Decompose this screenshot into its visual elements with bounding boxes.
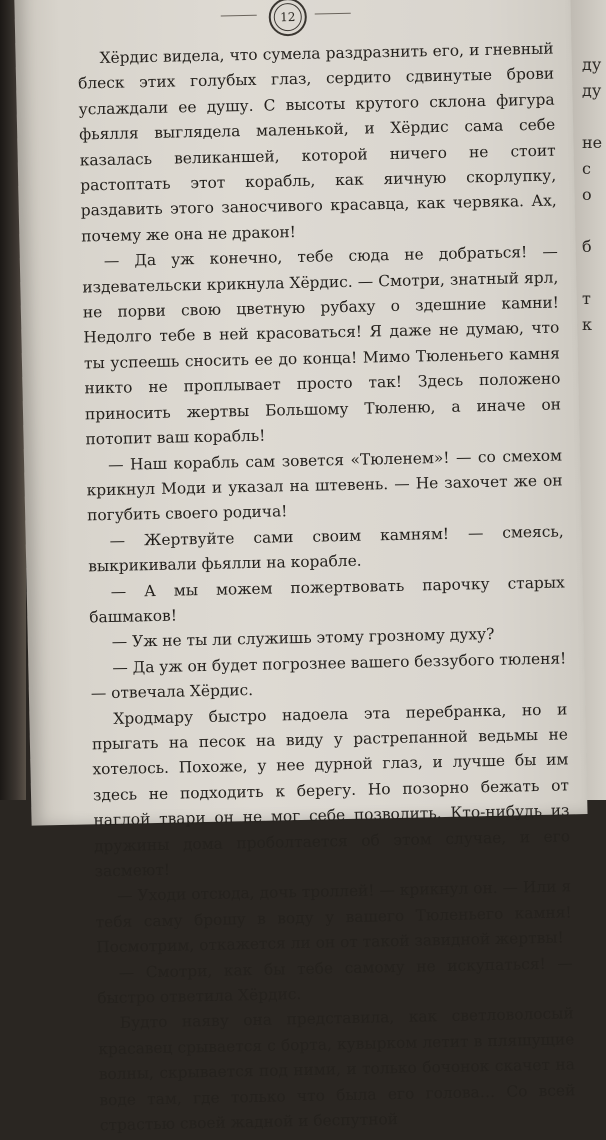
next-page-fragment-line bbox=[582, 208, 606, 234]
paragraph: Будто наяву она представила, как светловолосый красавец срывается с борта, кувырком летит в пляшущие волны, скрывается под ними, и только бочонок скачет на воде там, где только что была его голова… Со всей страстью своей жадной и беспутной bbox=[98, 1004, 576, 1135]
next-page-fragment-line: о bbox=[582, 185, 592, 204]
next-page-fragment-line: б bbox=[582, 237, 592, 256]
page-body-text bbox=[77, 37, 576, 1139]
paragraph: Хродмару быстро надоела эта перебранка, но и прыгать на песок на виду у растрепанной ведьмы не хотелось. Похоже, у нее дурной глаз, и лучше бы им здесь не подходить к берегу. Но позорно бежать от наглой твари он не мог себе позволить. Кто-нибудь из дружины дома проболтается об этом случае, и его засмеют! bbox=[91, 699, 571, 881]
paragraph: Хёрдис видела, что сумела раздразнить его, и гневный блеск этих голубых глаз, сердито сдвинутые брови услаждали ее душу. С высоты крутого склона фигура фьялля выглядела маленькой, и Хёрдис сама себе казалась великаншей, которой ничего не стоит растоптать этот корабль, как яичную скорлупку, раздавить этого заносчивого красавца, как червяка. Ах, почему же она не дракон! bbox=[77, 39, 557, 246]
next-page-fragment-line: ду bbox=[582, 81, 602, 100]
next-page-fragment-line: т bbox=[582, 289, 591, 308]
paragraph: — Да уж он будет погрознее вашего беззубого тюленя! — отвечала Хёрдис. bbox=[90, 649, 567, 703]
page-number: 12 bbox=[279, 9, 296, 25]
paragraph: — Уходи отсюда, дочь троллей! — крикнул он. — Или я тебя саму брошу в воду у вашего Тюленьего камня! Посмотрим, откажется ли он от такой завидной жертвы! bbox=[95, 877, 572, 957]
next-page-fragment-line: к bbox=[582, 315, 592, 334]
paragraph: — Да уж конечно, тебе сюда не добраться! — издевательски крикнула Хёрдис. — Смотри, знатный ярл, не порви свою цветную рубаху о здешние камни! Недолго тебе в ней красоваться! Я даже не думаю, что ты успеешь сносить ее до конца! Мимо Тюленьего камня никто не проплывает просто так! Здесь положено приносить жертвы Большому Тюленю, а иначе он потопит ваш корабль! bbox=[82, 242, 562, 449]
next-page-fragment-line: с bbox=[582, 159, 591, 178]
page-number-badge bbox=[268, 0, 307, 36]
paragraph: — Наш корабль сам зовется «Тюленем»! — со смехом крикнул Моди и указал на штевень. — Не захочет же он погубить своего родича! bbox=[86, 445, 563, 525]
paragraph: — А мы можем пожертвовать парочку старых башмаков! bbox=[89, 572, 565, 627]
ornament-left bbox=[221, 15, 257, 17]
next-page-fragment-line: ду bbox=[582, 55, 602, 74]
next-page-fragment-line bbox=[582, 260, 606, 286]
paragraph: — Жертвуйте сами своим камням! — смеясь, выкрикивали фьялли на корабле. bbox=[88, 522, 564, 576]
paragraph: — Смотри, как бы тебе самому не искупаться! — быстро ответила Хёрдис. bbox=[97, 953, 573, 1008]
next-page-fragment-line bbox=[582, 104, 606, 130]
next-page-fragment-line: не bbox=[582, 133, 603, 152]
ornament-right bbox=[315, 13, 351, 15]
paragraph: — Уж не ты ли служишь этому грозному духу? bbox=[111, 625, 495, 652]
book-page bbox=[14, 0, 587, 1135]
